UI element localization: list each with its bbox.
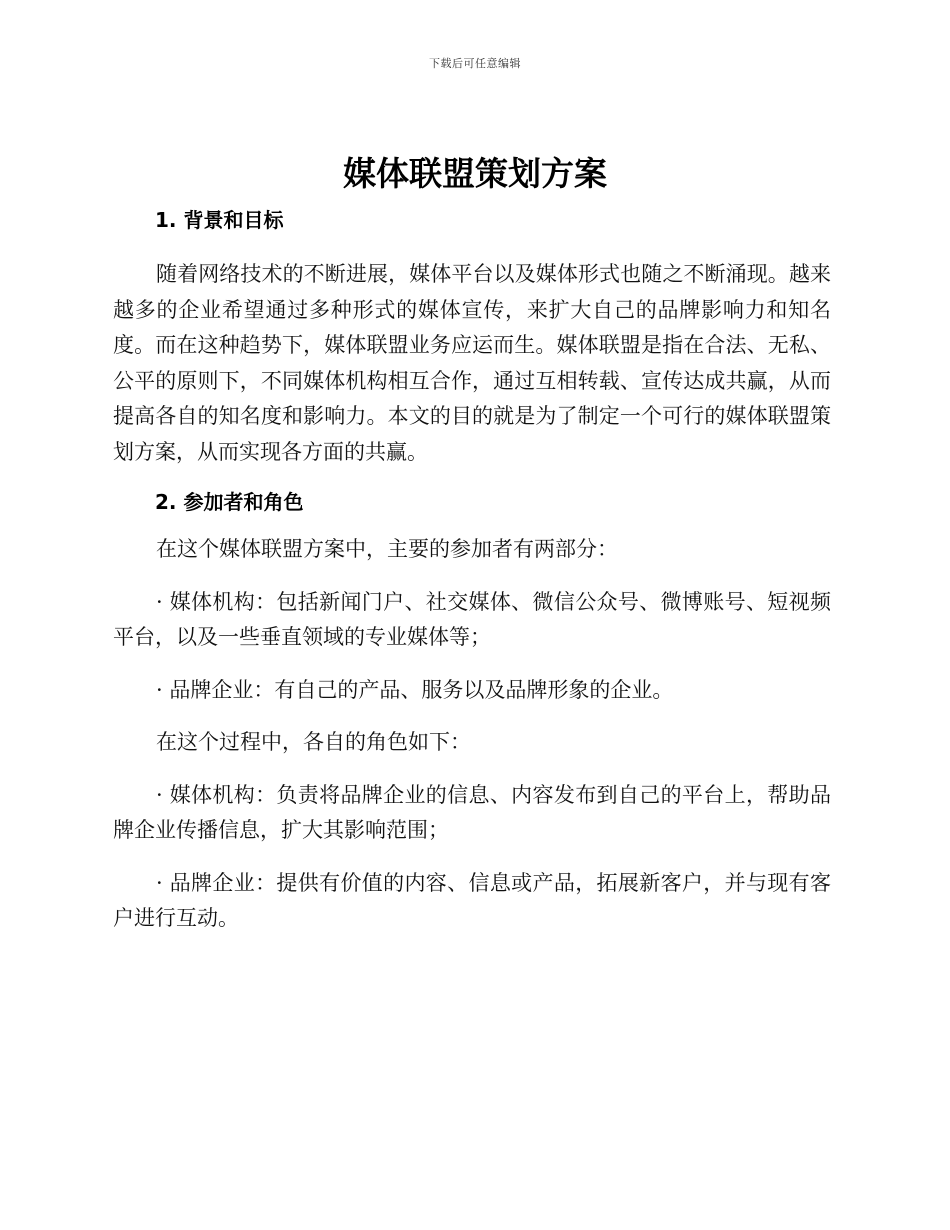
document-body xyxy=(113,200,831,937)
section-heading-background: 1. 背景和目标 xyxy=(155,208,284,232)
paragraph-background: 随着网络技术的不断进展，媒体平台以及媒体形式也随之不断涌现。越来越多的企业希望通过多种形式的媒体宣传，来扩大自己的品牌影响力和知名度。而在这种趋势下，媒体联盟业务应运而生。媒体联盟是指在合法、无私、公平的原则下，不同媒体机构相互合作，通过互相转载、宣传达成共赢，从而提高各自的知名度和影响力。本文的目的就是为了制定一个可行的媒体联盟策划方案，从而实现各方面的共赢。 xyxy=(113,262,831,464)
list-item-media-orgs: · 媒体机构：包括新闻门户、社交媒体、微信公众号、微博账号、短视频平台，以及一些垂直领域的专业媒体等； xyxy=(113,589,831,649)
paragraph-roles-intro: 在这个过程中，各自的角色如下： xyxy=(156,730,471,754)
paragraph-participants-intro: 在这个媒体联盟方案中，主要的参加者有两部分： xyxy=(156,537,618,561)
list-item-brand-companies: · 品牌企业：有自己的产品、服务以及品牌形象的企业。 xyxy=(156,677,674,702)
section-heading-participants: 2. 参加者和角色 xyxy=(155,490,304,514)
list-item-media-role: · 媒体机构：负责将品牌企业的信息、内容发布到自己的平台上，帮助品牌企业传播信息，扩大其影响范围； xyxy=(113,782,831,842)
list-item-brand-role: · 品牌企业：提供有价值的内容、信息或产品，拓展新客户，并与现有客户进行互动。 xyxy=(113,870,831,930)
document-title: 媒体联盟策划方案 xyxy=(343,154,607,193)
header-note: 下载后可任意编辑 xyxy=(429,57,521,70)
